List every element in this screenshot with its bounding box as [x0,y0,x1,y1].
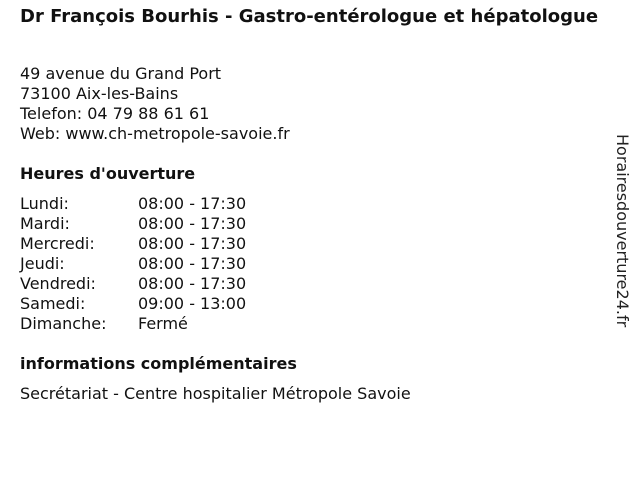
hours-row-lundi [20,194,246,214]
time-value: 08:00 - 17:30 [138,194,247,213]
day-label: Dimanche: [20,314,107,333]
phone-number[interactable]: Telefon: 04 79 88 61 61 [20,104,210,123]
additional-info-heading: informations complémentaires [20,354,297,373]
time-value: 08:00 - 17:30 [138,274,247,293]
day-label: Mardi: [20,214,70,233]
watermark-text: Horairesdouverture24.fr [613,134,632,328]
city-postcode: 73100 Aix-les-Bains [20,84,179,103]
time-value: Fermé [138,314,188,333]
day-label: Jeudi: [20,254,65,273]
time-value: 08:00 - 17:30 [138,214,247,233]
hours-row-jeudi [20,254,246,274]
hours-row-vendredi [20,274,246,294]
time-value: 08:00 - 17:30 [138,234,247,253]
hours-row-mardi [20,214,246,234]
opening-hours-heading: Heures d'ouverture [20,164,196,183]
day-label: Mercredi: [20,234,95,253]
opening-hours-table [20,194,246,334]
street-address: 49 avenue du Grand Port [20,64,222,83]
day-label: Samedi: [20,294,86,313]
hours-row-dimanche [20,314,246,334]
hours-row-samedi [20,294,246,314]
day-label: Vendredi: [20,274,96,293]
additional-info-text: Secrétariat - Centre hospitalier Métropole Savoie [20,384,411,403]
website-link[interactable]: Web: www.ch-metropole-savoie.fr [20,124,290,143]
day-label: Lundi: [20,194,69,213]
watermark [612,134,632,346]
time-value: 08:00 - 17:30 [138,254,247,273]
hours-row-mercredi [20,234,246,254]
address-block [20,64,290,144]
time-value: 09:00 - 13:00 [138,294,247,313]
page-title: Dr François Bourhis - Gastro-entérologue et hépatologue [20,6,599,27]
